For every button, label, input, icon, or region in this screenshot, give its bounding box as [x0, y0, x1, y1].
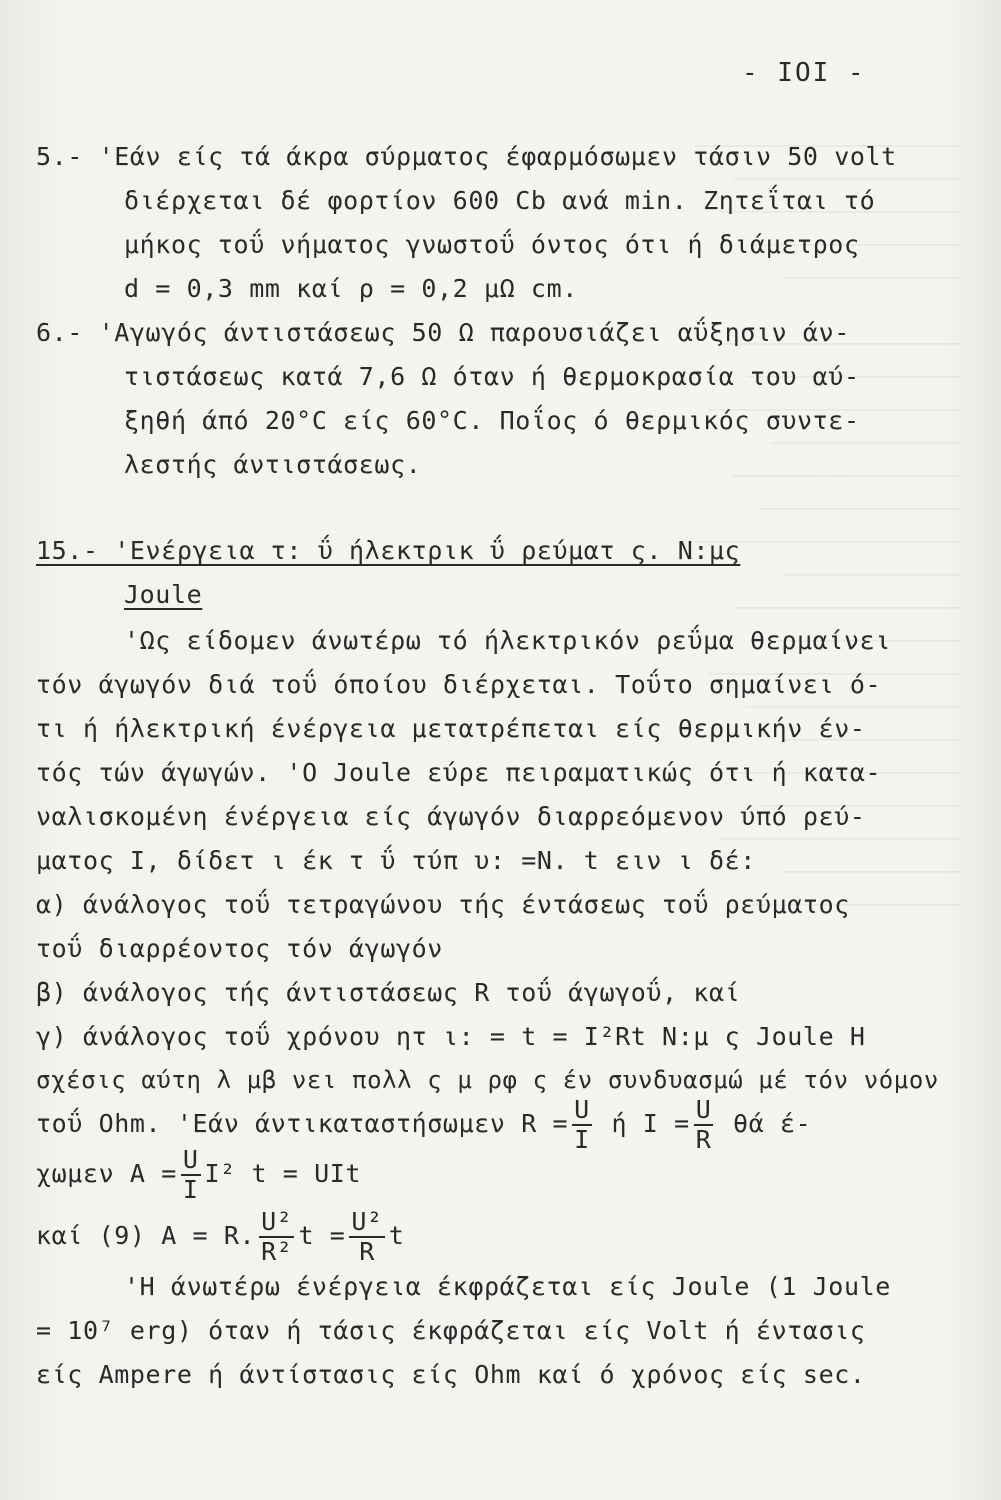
body-line-3: τι ή ήλεκτρική ένέργεια μετατρέπεται είς θερμικήν έν- — [36, 714, 866, 743]
ohm-text-or: ή I = — [611, 1109, 690, 1138]
equation-9-post: t — [388, 1221, 405, 1250]
problem-5-line-4: d = 0,3 mm καί ρ = 0,2 μΩ cm. — [124, 274, 578, 303]
denominator: I — [182, 1175, 199, 1204]
equation-9-pre: καί (9) A = R. — [36, 1221, 256, 1250]
body-line-1: 'Ως είδομεν άνωτέρω τό ήλεκτρικόν ρεΰμα θερμαίνει — [124, 626, 891, 655]
problem-5-line-3: μήκος τοΰ νήματος γνωστοΰ όντος ότι ή διάμετρος — [124, 230, 860, 259]
body-line-7: α) άνάλογος τοΰ τετραγώνου τής έντάσεως τοΰ ρεύματος — [36, 890, 850, 919]
section-title-joule: Joule — [124, 580, 203, 609]
closing-line-1: 'Η άνωτέρω ένέργεια έκφράζεται είς Joule (1 Joule — [124, 1272, 891, 1301]
denominator: R — [695, 1125, 712, 1154]
problem-6-line-4: λεστής άντιστάσεως. — [124, 450, 422, 479]
body-line-4: τός τών άγωγών. 'Ο Joule εύρε πειραματικώς ότι ή κατα- — [36, 758, 882, 787]
numerator: U² — [351, 1207, 383, 1236]
equation-pre: χωμεν A = — [36, 1159, 177, 1188]
equation-energy — [36, 1146, 361, 1204]
fraction-u-over-r — [694, 1096, 714, 1154]
denominator: I — [574, 1125, 590, 1154]
equation-9-mid: t = — [298, 1221, 346, 1250]
problem-6-line-1: 6.- 'Αγωγός άντιστάσεως 50 Ω παρουσιάζει αΰξησιν άν- — [36, 318, 850, 347]
body-line-6: ματος I, δίδετ ι έκ τ ΰ τύπ υ: =N. t ειν ι δέ: — [36, 846, 756, 875]
fraction-u-over-i — [572, 1096, 592, 1154]
body-line-11: σχέσις αύτη λ μβ νει πολλ ς μ ρφ ς έν συνδυασμώ μέ τόν νόμον — [36, 1066, 939, 1094]
section-title: 15.- 'Ενέργεια τ: ΰ ήλεκτρικ ΰ ρεύματ ς. Ν:μς — [36, 536, 741, 565]
body-line-9: β) άνάλογος τής άντιστάσεως R τοΰ άγωγοΰ, καί — [36, 978, 741, 1007]
equation-9 — [36, 1208, 404, 1266]
numerator: U — [695, 1095, 712, 1124]
closing-line-2: = 10⁷ erg) όταν ή τάσις έκφράζεται είς Volt ή έντασις — [36, 1316, 866, 1345]
body-line-2: τόν άγωγόν διά τοΰ όποίου διέρχεται. Τοΰτο σημαίνει ό- — [36, 670, 882, 699]
body-line-10: γ) άνάλογος τοΰ χρόνου ητ ι: = t = I²Rt Ν:μ ς Joule Η — [36, 1022, 866, 1051]
body-line-8: τοΰ διαρρέοντος τόν άγωγόν — [36, 934, 443, 963]
problem-6-line-3: ξηθή άπό 20°C είς 60°C. Ποΐος ό θερμικός συντε- — [124, 406, 860, 435]
page-number: - IOI - — [742, 58, 866, 88]
denominator: R² — [261, 1237, 293, 1266]
closing-line-3: είς Ampere ή άντίστασις είς Ohm καί ό χρόνος είς sec. — [36, 1360, 866, 1389]
denominator: R — [359, 1237, 375, 1266]
numerator: U² — [261, 1207, 293, 1236]
problem-5-line-1: 5.- 'Εάν είς τά άκρα σύρματος έφαρμόσωμεν τάσιν 50 volt — [36, 142, 897, 171]
equation-post: I² t = UIt — [204, 1159, 362, 1188]
numerator: U — [574, 1095, 590, 1124]
fraction-u2-over-r — [349, 1208, 384, 1266]
problem-6-line-2: τιστάσεως κατά 7,6 Ω όταν ή θερμοκρασία του αύ- — [124, 362, 860, 391]
body-line-5: ναλισκομένη ένέργεια είς άγωγόν διαρρεόμενον ύπό ρεύ- — [36, 802, 866, 831]
fraction-u2-over-r2 — [259, 1208, 294, 1266]
problem-5-line-2: διέρχεται δέ φορτίον 600 Cb ανά min. Ζητεΐται τό — [124, 186, 876, 215]
numerator: U — [182, 1145, 199, 1174]
fraction-u-over-i — [181, 1146, 201, 1204]
ohm-text-pre: τοΰ Ohm. 'Εάν άντικαταστήσωμεν R = — [36, 1109, 569, 1138]
ohm-text-post: θά έ- — [733, 1109, 812, 1138]
